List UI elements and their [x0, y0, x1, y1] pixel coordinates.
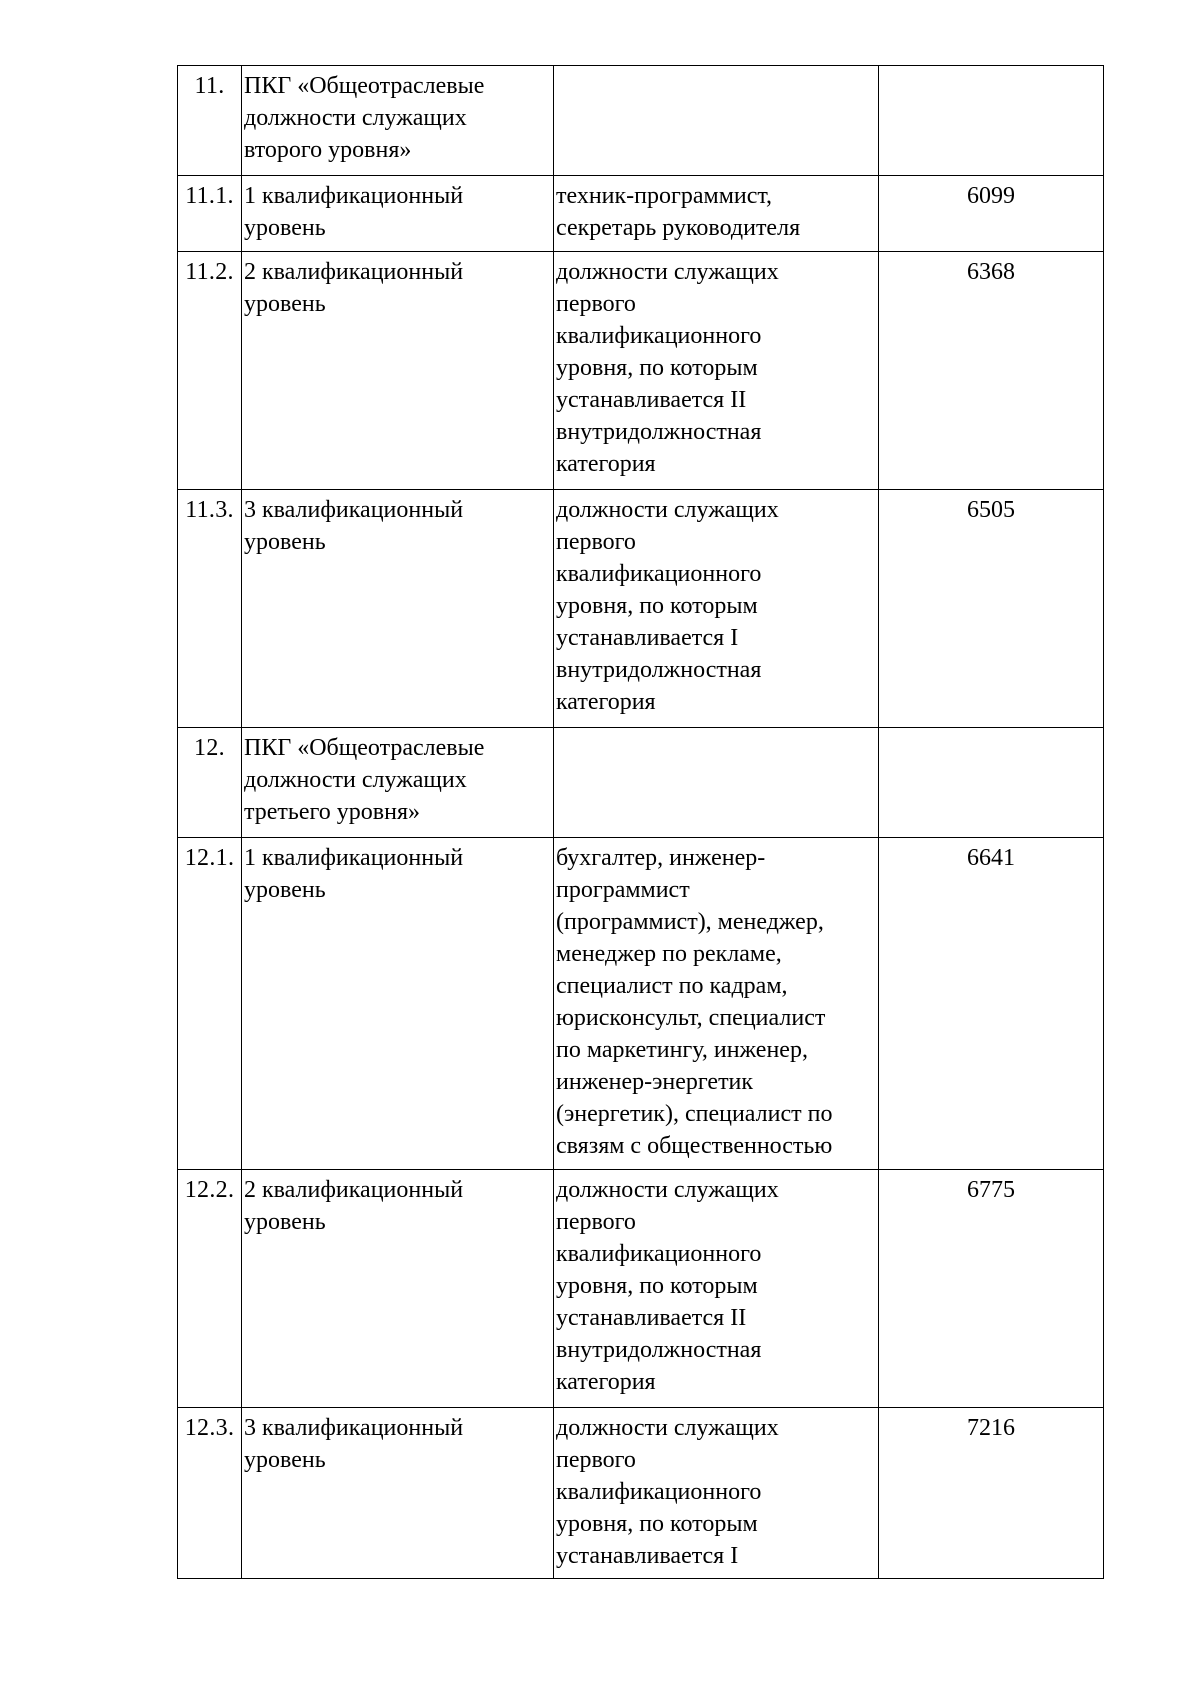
salary-value: 6368 [967, 259, 1015, 285]
qualification-level-line: 3 квалификационный [244, 497, 464, 523]
table-row [178, 728, 1104, 838]
qualification-level-line: 1 квалификационный [244, 183, 464, 209]
positions-cell [554, 66, 879, 176]
qualification-level-line: должности служащих [244, 105, 467, 131]
salary-cell [879, 490, 1104, 728]
row-number-cell [178, 1408, 242, 1579]
row-number-cell [178, 838, 242, 1170]
qualification-level-cell [242, 176, 554, 252]
positions-line: первого [556, 291, 636, 317]
qualification-level-line: уровень [244, 1209, 326, 1235]
row-number: 12.3. [184, 1415, 235, 1441]
qualification-level-cell [242, 66, 554, 176]
salary-value: 6775 [967, 1177, 1015, 1203]
positions-line: внутридолжностная [556, 419, 762, 445]
positions-line: внутридолжностная [556, 1337, 762, 1363]
row-number-cell [178, 66, 242, 176]
salary-cell [879, 728, 1104, 838]
qualification-level-line: уровень [244, 529, 326, 555]
positions-line: устанавливается I [556, 625, 739, 651]
salary-cell [879, 66, 1104, 176]
positions-line: уровня, по которым [556, 1511, 758, 1537]
positions-cell [554, 838, 879, 1170]
positions-cell [554, 490, 879, 728]
qualification-level-line: 1 квалификационный [244, 845, 464, 871]
table-row [178, 176, 1104, 252]
table-row [178, 490, 1104, 728]
qualification-level-line: уровень [244, 215, 326, 241]
qualification-level-line: ПКГ «Общеотраслевые [244, 735, 485, 761]
qualification-level-line: 2 квалификационный [244, 1177, 464, 1203]
positions-line: связям с общественностью [556, 1133, 833, 1159]
qualification-level-line: должности служащих [244, 767, 467, 793]
positions-line: уровня, по которым [556, 355, 758, 381]
positions-line: техник-программист, [556, 183, 773, 209]
salary-cell [879, 252, 1104, 490]
positions-line: должности служащих [556, 1415, 779, 1441]
positions-line: должности служащих [556, 1177, 779, 1203]
salary-cell [879, 1170, 1104, 1408]
qualification-level-cell [242, 1408, 554, 1579]
positions-line: юрисконсульт, специалист [556, 1005, 826, 1031]
positions-line: (программист), менеджер, [556, 909, 824, 935]
row-number: 12.1. [184, 845, 235, 871]
positions-line: категория [556, 451, 656, 477]
positions-cell [554, 1408, 879, 1579]
positions-line: внутридолжностная [556, 657, 762, 683]
row-number: 11. [194, 73, 225, 99]
qualification-level-line: ПКГ «Общеотраслевые [244, 73, 485, 99]
salary-cell [879, 1408, 1104, 1579]
positions-line: уровня, по которым [556, 1273, 758, 1299]
positions-line: устанавливается I [556, 1543, 739, 1569]
positions-line: должности служащих [556, 259, 779, 285]
qualification-level-cell [242, 838, 554, 1170]
positions-line: инженер-энергетик [556, 1069, 754, 1095]
qualification-level-line: 2 квалификационный [244, 259, 464, 285]
qualification-level-cell [242, 252, 554, 490]
qualification-level-line: 3 квалификационный [244, 1415, 464, 1441]
positions-cell [554, 728, 879, 838]
salary-cell [879, 838, 1104, 1170]
table-row [178, 1170, 1104, 1408]
table-row [178, 1408, 1104, 1579]
positions-line: по маркетингу, инженер, [556, 1037, 808, 1063]
positions-cell [554, 176, 879, 252]
positions-line: первого [556, 1447, 636, 1473]
row-number: 11.1. [185, 183, 234, 209]
qualification-level-cell [242, 490, 554, 728]
positions-line: квалификационного [556, 1241, 762, 1267]
salary-value: 6099 [967, 183, 1015, 209]
positions-line: квалификационного [556, 323, 762, 349]
qualification-level-line: уровень [244, 1447, 326, 1473]
row-number: 12. [194, 735, 225, 761]
positions-line: должности служащих [556, 497, 779, 523]
positions-line: (энергетик), специалист по [556, 1101, 833, 1127]
table-row [178, 66, 1104, 176]
table-body [178, 66, 1104, 1579]
positions-line: специалист по кадрам, [556, 973, 788, 999]
qualification-level-line: второго уровня» [244, 137, 412, 163]
positions-line: секретарь руководителя [556, 215, 801, 241]
row-number-cell [178, 176, 242, 252]
qualification-level-line: уровень [244, 291, 326, 317]
table-row [178, 838, 1104, 1170]
row-number: 11.2. [185, 259, 234, 285]
row-number: 12.2. [184, 1177, 235, 1203]
row-number: 11.3. [185, 497, 234, 523]
positions-line: программист [556, 877, 690, 903]
positions-line: первого [556, 529, 636, 555]
positions-cell [554, 1170, 879, 1408]
salary-cell [879, 176, 1104, 252]
row-number-cell [178, 728, 242, 838]
salary-value: 6641 [967, 845, 1015, 871]
qualification-level-line: третьего уровня» [244, 799, 420, 825]
row-number-cell [178, 252, 242, 490]
positions-line: категория [556, 689, 656, 715]
qualification-level-line: уровень [244, 877, 326, 903]
positions-line: устанавливается II [556, 387, 747, 413]
positions-line: уровня, по которым [556, 593, 758, 619]
positions-cell [554, 252, 879, 490]
positions-line: бухгалтер, инженер- [556, 845, 766, 871]
positions-line: квалификационного [556, 561, 762, 587]
qualification-level-cell [242, 1170, 554, 1408]
positions-line: квалификационного [556, 1479, 762, 1505]
qualification-level-cell [242, 728, 554, 838]
salary-value: 6505 [967, 497, 1015, 523]
positions-line: менеджер по рекламе, [556, 941, 782, 967]
qualification-table [177, 65, 1104, 1579]
row-number-cell [178, 490, 242, 728]
positions-line: категория [556, 1369, 656, 1395]
row-number-cell [178, 1170, 242, 1408]
table-row [178, 252, 1104, 490]
positions-line: устанавливается II [556, 1305, 747, 1331]
salary-value: 7216 [967, 1415, 1015, 1441]
positions-line: первого [556, 1209, 636, 1235]
